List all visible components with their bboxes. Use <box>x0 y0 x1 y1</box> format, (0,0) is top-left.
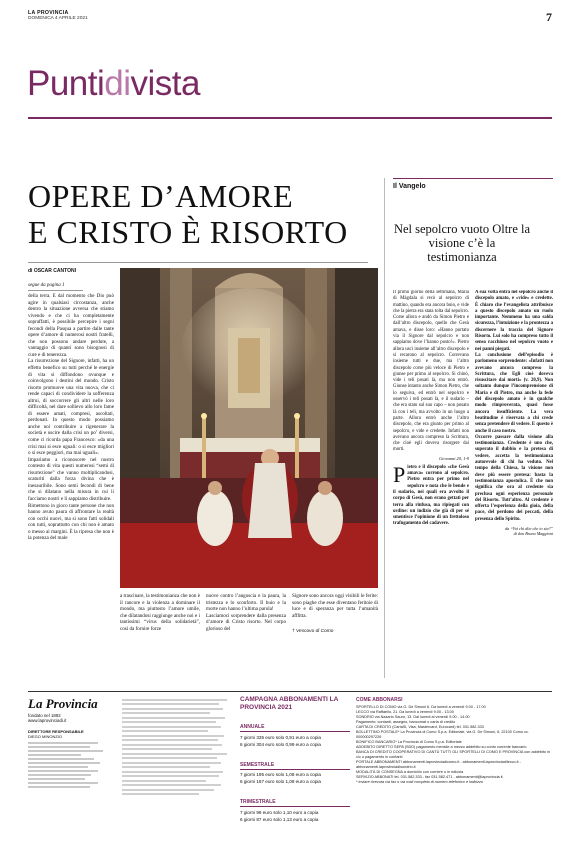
byline: di OSCAR CANTONI <box>28 268 76 274</box>
footer-info-block <box>28 696 116 836</box>
semestrale-option-2[interactable]: 6 giorni 167 euro solo 1,08 euro a copia <box>240 779 321 785</box>
info-title: COME ABBONARSI <box>356 697 403 703</box>
article-text-col3: nuove contro l’angoscia e la paura, la tristezza e lo sconforto. Il buio e la morte non hanno l’ultima parola! Lasciamoci sorprendere dalla presenza d’amore di Cristo risorto. Nel corpo glorioso del <box>206 593 286 632</box>
continue-label: segue da pagina 1 <box>28 283 65 288</box>
info-line-7: BONIFICO BANCARIO* La Provincia di Como S.p.a. Editoriale <box>356 740 462 744</box>
article-text-col1: della terra. E dal momento che Dio può agire in qualsiasi circostanza, anche dentro la situazione avversa che stiamo vivendo e che ci ha completamente sopraffatti, è possibile percepire i segni fecondi della Pasqua a partire dalle tante opere d’amore di numerosi nostri fratelli, che non possono andare perdute, a vantaggio di quanti sono bisognosi di cure e di tenerezza. La risurrezione del Signore, infatti, ha un effetto benefico su tutti perché le energie di vita si diffondono ovunque e coinvolgono i destini del mondo. Cristo risorto promuove una vita nuova, che ci rende capaci di condividere la sofferenza altrui, di soccorrere gli altri nelle loro difficoltà, nel dare sollievo allo loro fame di essere amati, compresi, ascoltati, perdonati. In questo modo possiamo anche noi contribuire a rigenerare la società e uscire dalla crisi un po’ diversi, come ci ricorda papa Francesco: «da una crisi mai si esce uguali: o si esce migliori o si esce peggiori, ma mai uguali». Impariamo a riconoscere nel nostro contesto di vita questi numerosi “semi di risurrezione” che vanno moltiplicandosi, scaturiti dalla forza divina che è inesauribile. Sono semi fecondi di bene che si dilatano nella misura in cui li facciamo nostri e li sappiamo distribuire. Rimettono in gioco tante persone che non hanno avuto paura di affrontare la realtà con occhi nuovi, ma si sono fatti solidali con tutti, soprattutto con chi non è amato o messo ai margini. È la ripresa che non è la potenza del male <box>28 293 114 542</box>
gospel-column-1 <box>393 290 469 690</box>
footer-staff-title: DIRETTORE RESPONSABILE <box>28 729 84 734</box>
gospel-text-1b: ietro e il discepolo «che Gesù amava» corrono al sepolcro. Pietro entra per primo nel sepolcro e nota che le bende e il sudario, nei quali era avvolto il corpo di Gesù, non erano gettati per terra alla rinfusa, ma ripiegati con ordine: un indizio che già di per sé smentisce l’opinione di un frettoloso trafugamento del cadavere. <box>393 464 469 527</box>
section-title-part3: vista <box>130 64 200 103</box>
article-column-2 <box>120 593 200 683</box>
info-line-12[interactable]: SERVIZIO ABBONATI tel. 031.582.333 - fax 031.582.471 - abbonamenti@laprovincia.it <box>356 775 503 779</box>
footer-site[interactable]: www.laprovinciadi.it <box>28 718 67 723</box>
info-line-10[interactable]: PORTALE ABBONAMENTI abbonamenti.laprovinciadicomo.it - abbonamenti.laprovinciadilecco.it - abbonamenti.laprovinciadisondrio.it <box>356 760 521 769</box>
signoff-text: Vescovo di Como <box>296 629 334 635</box>
gospel-label: Il Vangelo <box>393 183 426 190</box>
info-line-5: CARTA DI CREDITO (CartaSi, Visa, Mastercard, Eurocard) tel. 031.582.333 <box>356 725 484 729</box>
article-photo <box>120 268 378 588</box>
gospel-label-rule <box>393 178 553 179</box>
cathedral-mass-photo <box>120 268 378 588</box>
footer-fineprint <box>122 696 232 836</box>
continue-rule <box>28 290 83 291</box>
footer-staff-name: DIEGO MINONZIO <box>28 734 62 739</box>
subscription-info <box>356 698 553 785</box>
annuale-option-2[interactable]: 6 giorni 304 euro solo 0,99 euro a copia <box>240 741 321 747</box>
trimestrale-option-2[interactable]: 6 giorni 87 euro solo 1,13 euro a copia <box>240 816 319 822</box>
info-line-9: BANCA DI CREDITO COOPERATIVO DI CANTÙ TUTTI GLI SPORTELLI DI COMO E PROVINCIA con addebito in c/c o pagamento in contanti <box>356 750 551 759</box>
page-number: 7 <box>546 10 552 24</box>
info-line-3: SONDRIO via Nazario Sauro, 13. Dal lunedì al venerdì 9.00 - 14.00 <box>356 715 470 719</box>
info-line-4: Pagamento: contanti, assegno, bancomat o carta di credito <box>356 720 456 724</box>
annuale-rule <box>240 731 350 732</box>
main-headline <box>28 178 378 250</box>
issue-date: DOMENICA 4 APRILE 2021 <box>28 16 88 21</box>
gospel-signoff-1: da “Voi chi dite che io sia?” <box>505 525 553 531</box>
annuale-option-1[interactable]: 7 giorni 335 euro solo 0,91 euro a copia <box>240 734 321 740</box>
article-column-4 <box>292 593 378 683</box>
gospel-title: Nel sepolcro vuoto Oltre la visione c’è la testimonianza <box>393 222 531 264</box>
gospel-signoff-2: di don Bruno Maggioni <box>513 530 553 536</box>
headline-line2: E CRISTO È RISORTO <box>28 214 348 250</box>
semestrale-rule <box>240 769 350 770</box>
gospel-text-2: A sua volta entra nel sepolcro anche il discepolo amato, e «vide» e credette. È chiaro che l’evangelista attribuisce a questo discepolo amato un ruolo importante. Nemmeno ha una salda sicurezza, l’intuizione e la prontezza a discernere la traccia del Signore Risorto. Lui solo ha compreso tutto il senso racchiuso nel sepolcro vuoto e nei panni piegati. La conclusione dell’episodio è parlomeno sorprendente: «Infatti non avevano ancora compreso la Scrittura, che Egli cioè doveva risuscitare dai morti» (v. 20,9). Non soltanto dunque l’incomprensione di Maria e di Pietro, ma anche la fede del discepolo amato è in qualche modo rimproverata, quasi fosse ancora insufficiente. La vera beatitudine è riservata a chi crede senza pretendere di vedere. E questo è anche il caso nostro. Occorre passare dalla visione alla testimonianza. Credente è uno che, superato il dubbio e la pretesa di vedere, accetta la testimonianza autorevole di chi ha veduto. Nel tempo della Chiesa, la visione non deve più essere pretesa: basta la testimonianza apostolica. È che non significa che ora al credente sia preclusa ogni esperienza personale del Risorto. Tutt’altro. Al credente è offerta l’esperienza della gioia, della pace, del perdono dei peccati, della presenza dello Spirito. <box>475 290 553 522</box>
footer-logo: La Provincia <box>28 696 98 711</box>
semestrale-heading: SEMESTRALE <box>240 761 275 768</box>
trimestrale-rule <box>240 806 350 807</box>
info-line-11: MODALITÀ DI CONSEGNA a domicilio con corriere o in edicola <box>356 770 464 774</box>
gospel-commentary <box>393 461 469 528</box>
annuale-heading: ANNUALE <box>240 724 265 730</box>
semestrale-option-1[interactable]: 7 giorni 195 euro solo 1,08 euro a copia <box>240 772 321 778</box>
gospel-column-2 <box>475 290 553 690</box>
article-text-col2: a trascinare, la testimonianza che non è il rancore e la violenza a dominare il mondo, ma piuttosto l’amore umile, che dilatandosi raggiunge anche noi e i tantissimi “virus della solidarietà”, così da fornire forze <box>120 593 200 632</box>
gospel-signoff <box>475 526 553 536</box>
footer-staff-fill <box>28 742 116 788</box>
campaign-title: CAMPAGNA ABBONAMENTI LA PROVINCIA 2021 <box>240 696 339 711</box>
article-signoff <box>292 629 378 634</box>
drop-cap: P <box>393 461 406 487</box>
column-divider <box>384 178 385 678</box>
trimestrale-heading: TRIMESTRALE <box>240 799 276 806</box>
masthead <box>28 10 552 26</box>
section-title-part1: Punti <box>27 64 105 103</box>
gospel-text-1: Il primo giorno della settimana, Maria di Màgdala si recò al sepolcro di mattino, quando era ancora buio, e vide che la pietra era stata tolta dal sepolcro. Corse allora e andò da Simon Pietro e dall’altro discepolo, quello che Gesù amava, e disse loro: «Hanno portato via il Signore dal sepolcro e non sappiamo dove l’hanno posto!». Pietro allora uscì insieme all’altro discepolo e si recarono al sepolcro. Correvano insieme tutti e due, ma l’altro discepolo corse più veloce di Pietro e giunse per primo al sepolcro. Si chinò, vide i teli posati là, ma non entrò. Giunse intanto anche Simon Pietro, che lo seguiva, ed entrò nel sepolcro e osservò i teli posati là, e il sudario – che era stato sul suo capo – non posato là con i teli, ma avvolto in un luogo a parte. Allora entrò anche l’altro discepolo, che era giunto per primo al sepolcro, e vide e credette. Infatti non avevano ancora compreso la Scrittura, che cioè egli doveva risorgere dai morti. <box>393 290 469 453</box>
article-column-3 <box>206 593 286 683</box>
signoff-marker: † <box>292 629 297 635</box>
info-line-6: BOLLETTINO POSTALE* La Provincia di Como S.p.a. Editoriale, via G. De Simoni, 6, 22100 Como cc. 000000297226 <box>356 730 529 739</box>
section-title <box>27 66 200 101</box>
section-rule <box>28 117 552 119</box>
subscription-campaign <box>240 696 350 823</box>
article-column-1 <box>28 293 114 683</box>
info-line-1: SPORTELLO DI COMO via G. De Simoni 6. Da lunedì a venerdì 9.00 - 17.00 <box>356 705 486 709</box>
info-line-13: * inviare ricevuta via fax o via mail completa di numero telefonico e indirizzo <box>356 780 484 784</box>
trimestrale-option-1[interactable]: 7 giorni 99 euro solo 1,10 euro a copia <box>240 809 319 815</box>
section-title-part2: di <box>104 64 131 103</box>
info-line-8: ADDEBITO DIRETTO SEPA (SDD) pagamento mensile a mezzo addebito su conto corrente bancario <box>356 745 527 749</box>
article-text-col4: Signore sono ancora oggi visibili le ferite: sono piaghe che esse diventano feritoie di luce e di speranza per tutta l’umanità afflitta. <box>292 593 378 619</box>
info-line-2: LECCO via Raffaello, 21. Da lunedì a venerdì 9.00 - 13.00 <box>356 710 454 714</box>
footer-rule <box>28 691 552 692</box>
gospel-reference: Giovanni 20, 1-9 <box>439 455 469 461</box>
footer-founded: fondato nel 1892 <box>28 713 61 718</box>
paper-name: LA PROVINCIA <box>28 10 69 16</box>
byline-rule <box>28 262 368 263</box>
headline-line1: OPERE D’AMORE <box>28 178 294 214</box>
